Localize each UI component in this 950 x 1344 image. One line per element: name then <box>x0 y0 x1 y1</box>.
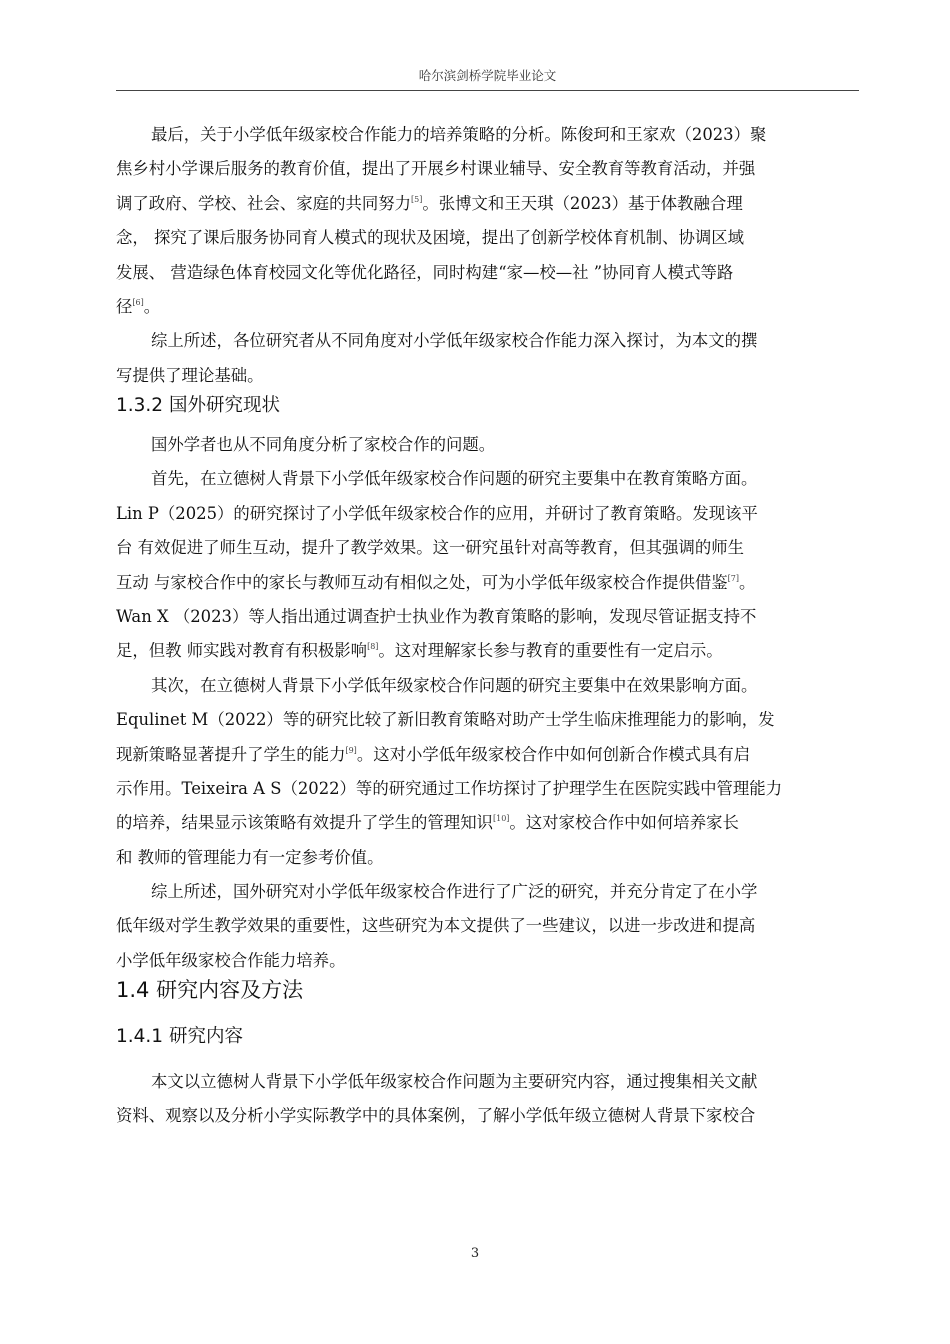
text-run: 互动 与家校合作中的家长与教师互动有相似之处，可为小学低年级家校合作提供借鉴 <box>116 572 728 592</box>
text-run: 综上所述，各位研究者从不同角度对小学低年级家校合作能力深入探讨，为本文的撰 <box>151 331 758 351</box>
text-line <box>116 462 859 496</box>
text-run: 资料、观察以及分析小学实际教学中的具体案例，了解小学低年级立德树人背景下家校合 <box>116 1106 756 1126</box>
text-line <box>116 428 859 462</box>
paragraph-block-foreign-research <box>116 428 859 978</box>
text-line <box>116 772 859 806</box>
text-run: 。这对理解家长参与教育的重要性有一定启示。 <box>378 641 723 661</box>
text-line <box>116 324 859 358</box>
text-line <box>116 531 859 565</box>
text-line <box>116 118 859 152</box>
text-line <box>116 497 859 531</box>
citation-superscript: [8] <box>367 642 379 652</box>
text-line <box>116 187 859 221</box>
text-line <box>116 290 859 324</box>
text-line <box>116 221 859 255</box>
text-run: Equlinet M（2022）等的研究比较了新旧教育策略对助产士学生临床推理能力的影响，发 <box>116 710 775 730</box>
running-header: 哈尔滨剑桥学院毕业论文 <box>116 66 859 91</box>
text-line <box>116 841 859 875</box>
text-line <box>116 1099 859 1133</box>
citation-superscript: [6] <box>132 297 144 307</box>
citation-superscript: [5] <box>411 194 423 204</box>
text-line <box>116 566 859 600</box>
text-run: 小学低年级家校合作能力培养。 <box>116 950 346 970</box>
section-heading-1-3-2: 1.3.2 国外研究现状 <box>116 395 280 416</box>
citation-superscript: [9] <box>345 745 357 755</box>
text-line <box>116 359 859 393</box>
text-run: 综上所述，国外研究对小学低年级家校合作进行了广泛的研究，并充分肯定了在小学 <box>151 882 758 902</box>
text-run: 。这对家校合作中如何培养家长 <box>509 813 739 833</box>
text-line <box>116 909 859 943</box>
text-line <box>116 152 859 186</box>
text-run: 。 <box>143 296 161 316</box>
text-line <box>116 669 859 703</box>
text-line <box>116 256 859 290</box>
text-line <box>116 1065 859 1099</box>
text-line <box>116 600 859 634</box>
text-line <box>116 634 859 668</box>
text-run: 的培养，结果显示该策略有效提升了学生的管理知识 <box>116 813 493 833</box>
text-run: 念， 探究了课后服务协同育人模式的现状及困境，提出了创新学校体育机制、协调区域 <box>116 228 745 248</box>
text-run: Wan X （2023）等人指出通过调查护士执业作为教育策略的影响，发现尽管证据支持不 <box>116 606 757 626</box>
paragraph-block-research-content <box>116 1065 859 1134</box>
citation-superscript: [10] <box>492 814 510 824</box>
section-heading-1-4: 1.4 研究内容及方法 <box>116 978 304 1002</box>
text-run: 国外学者也从不同角度分析了家校合作的问题。 <box>151 435 496 454</box>
text-run: 足，但教 师实践对教育有积极影响 <box>116 641 368 661</box>
text-run: 。张博文和王天琪（2023）基于体教融合理 <box>422 193 743 213</box>
text-run: 本文以立德树人背景下小学低年级家校合作问题为主要研究内容，通过搜集相关文献 <box>151 1072 758 1091</box>
text-line <box>116 944 859 978</box>
text-run: 。这对小学低年级家校合作中如何创新合作模式具有启 <box>356 744 751 764</box>
text-run: 和 教师的管理能力有一定参考价值。 <box>116 847 384 867</box>
text-run: 最后，关于小学低年级家校合作能力的培养策略的分析。陈俊珂和王家欢（2023）聚 <box>151 125 767 144</box>
section-heading-1-4-1: 1.4.1 研究内容 <box>116 1026 243 1047</box>
text-line <box>116 703 859 737</box>
paragraph-block-domestic-strategies <box>116 118 859 393</box>
text-line <box>116 738 859 772</box>
text-run: 。 <box>739 572 756 592</box>
text-run: 现新策略显著提升了学生的能力 <box>116 744 346 764</box>
page-number: 3 <box>470 1246 480 1261</box>
text-run: 焦乡村小学课后服务的教育价值，提出了开展乡村课业辅导、安全教育等教育活动，并强 <box>116 159 756 179</box>
text-line <box>116 806 859 840</box>
text-line <box>116 875 859 909</box>
text-run: 其次，在立德树人背景下小学低年级家校合作问题的研究主要集中在效果影响方面。 <box>151 675 758 695</box>
text-run: 调了政府、学校、社会、家庭的共同努力 <box>116 193 412 213</box>
text-run: 首先，在立德树人背景下小学低年级家校合作问题的研究主要集中在教育策略方面。 <box>151 469 758 489</box>
text-run: 示作用。Teixeira A S（2022）等的研究通过工作坊探讨了护理学生在医院实践中管理能力 <box>116 778 783 798</box>
text-run: 台 有效促进了师生互动，提升了教学效果。这一研究虽针对高等教育，但其强调的师生 <box>116 538 745 558</box>
text-run: 发展、 营造绿色体育校园文化等优化路径，同时构建“家—校—社 ”协同育人模式等路 <box>116 262 734 282</box>
text-run: Lin P（2025）的研究探讨了小学低年级家校合作的应用，并研讨了教育策略。发现该平 <box>116 503 758 523</box>
text-run: 径 <box>116 296 133 316</box>
citation-superscript: [7] <box>727 573 740 583</box>
text-run: 低年级对学生教学效果的重要性，这些研究为本文提供了一些建议，以进一步改进和提高 <box>116 916 756 936</box>
text-run: 写提供了理论基础。 <box>116 365 264 385</box>
